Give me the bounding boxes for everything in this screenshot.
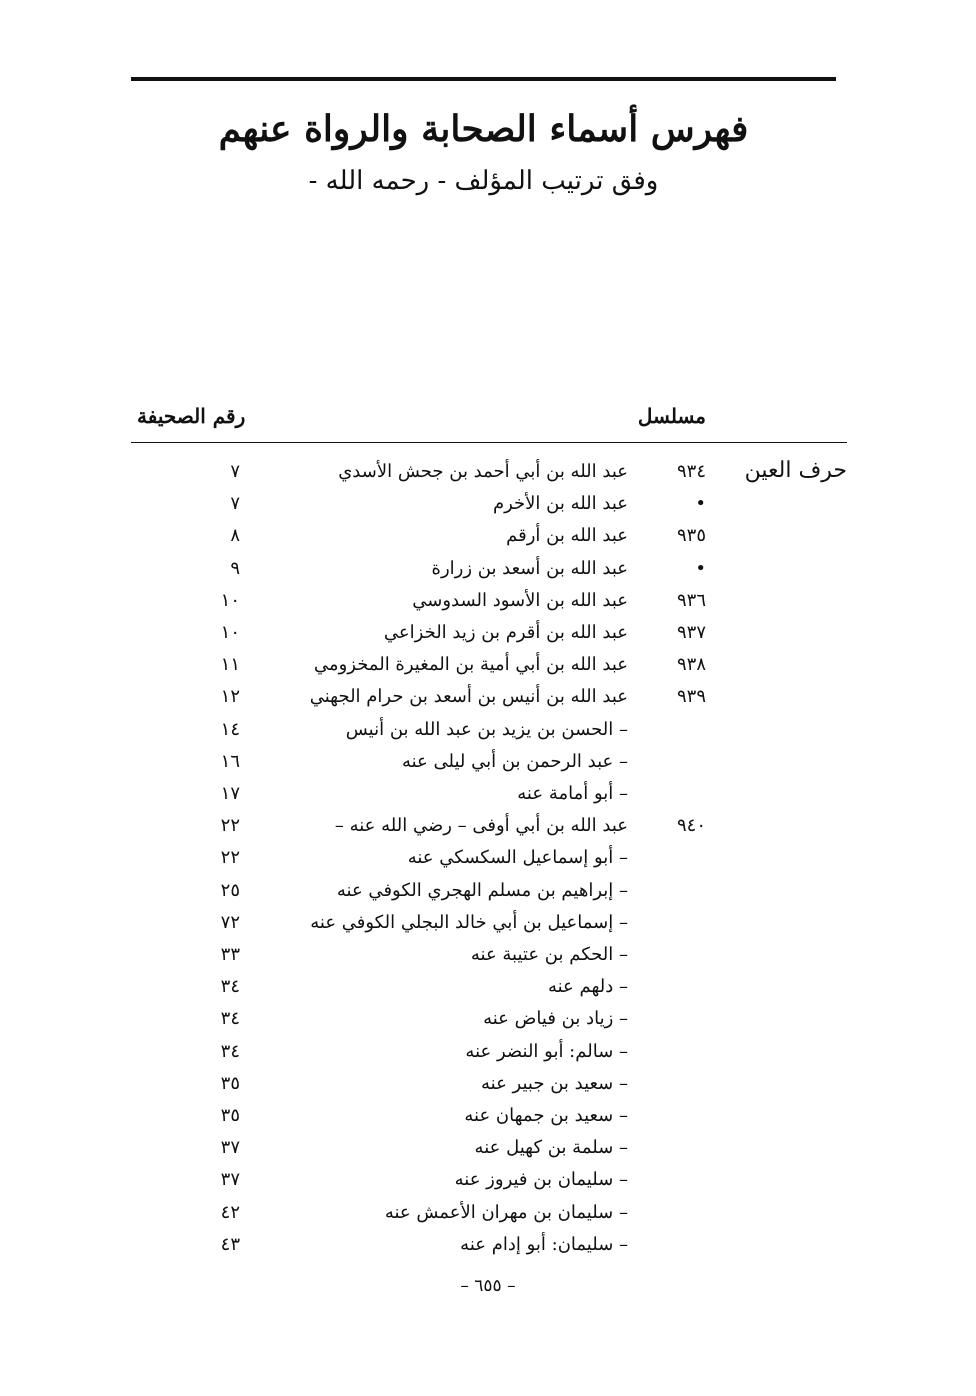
index-row bbox=[0, 651, 976, 683]
index-row bbox=[0, 877, 976, 909]
entry-name: – زياد بن فياض عنه bbox=[483, 1008, 628, 1030]
entry-name: – إبراهيم بن مسلم الهجري الكوفي عنه bbox=[336, 879, 628, 901]
index-row bbox=[0, 1166, 976, 1198]
entry-name: عبد الله بن أرقم bbox=[506, 525, 628, 547]
entry-name: عبد الله بن أبي أمية بن المغيرة المخزومي bbox=[313, 654, 628, 676]
top-rule bbox=[131, 77, 836, 81]
entry-name: – سليمان: أبو إدام عنه bbox=[460, 1233, 628, 1255]
entry-page: ٣٤ bbox=[220, 1008, 240, 1030]
page-column-header: رقم الصحيفة bbox=[137, 404, 246, 428]
index-row bbox=[0, 490, 976, 522]
entry-page: ١١ bbox=[220, 654, 240, 676]
entry-serial: ٩٤٠ bbox=[676, 815, 706, 837]
index-row bbox=[0, 780, 976, 812]
entry-serial: ٩٣٤ bbox=[676, 461, 706, 482]
entry-page: ٢٥ bbox=[220, 879, 240, 901]
entry-page: ٢٢ bbox=[220, 815, 240, 837]
section-letter: حرف العين bbox=[744, 458, 847, 483]
entry-name: عبد الله بن الأسود السدوسي bbox=[412, 589, 628, 611]
index-row bbox=[0, 1134, 976, 1166]
index-row bbox=[0, 1199, 976, 1231]
index-row bbox=[0, 973, 976, 1005]
entry-page: ١٢ bbox=[220, 686, 240, 708]
index-row bbox=[0, 522, 976, 554]
index-row bbox=[0, 683, 976, 715]
index-row bbox=[0, 1070, 976, 1102]
entry-serial: • bbox=[695, 557, 706, 579]
index-row bbox=[0, 555, 976, 587]
entry-page: ١٠ bbox=[220, 589, 240, 611]
page-subtitle: وفق ترتيب المؤلف - رحمه الله - bbox=[308, 166, 659, 196]
index-row bbox=[0, 716, 976, 748]
entry-name: عبد الله بن أسعد بن زرارة bbox=[431, 557, 628, 579]
entry-page: ١٧ bbox=[220, 783, 240, 804]
index-row bbox=[0, 812, 976, 844]
index-row bbox=[0, 587, 976, 619]
entry-name: – الحسن بن يزيد بن عبد الله بن أنيس bbox=[345, 718, 628, 740]
entry-serial: • bbox=[695, 493, 706, 515]
entry-name: – سلمة بن كهيل عنه bbox=[474, 1137, 628, 1159]
page-number: – ٦٥٥ – bbox=[460, 1276, 516, 1296]
entry-name: – عبد الرحمن بن أبي ليلى عنه bbox=[401, 750, 628, 772]
entry-name: عبد الله بن أبي أوفى – رضي الله عنه – bbox=[334, 815, 628, 837]
entry-page: ١٦ bbox=[220, 750, 240, 772]
entry-name: – دلهم عنه bbox=[547, 976, 628, 998]
entry-name: عبد الله بن أبي أحمد بن جحش الأسدي bbox=[338, 461, 628, 482]
entry-name: – أبو أمامة عنه bbox=[517, 783, 628, 804]
index-row bbox=[0, 458, 976, 490]
entry-name: – سعيد بن جمهان عنه bbox=[464, 1105, 628, 1126]
entry-serial: ٩٣٩ bbox=[676, 686, 706, 708]
entry-page: ٢٢ bbox=[220, 847, 240, 869]
entry-serial: ٩٣٨ bbox=[676, 654, 706, 676]
entry-name: عبد الله بن الأخرم bbox=[492, 493, 628, 515]
entry-page: ٣٣ bbox=[220, 944, 240, 965]
entry-serial: ٩٣٦ bbox=[676, 589, 706, 611]
index-row bbox=[0, 619, 976, 651]
entry-name: – إسماعيل بن أبي خالد البجلي الكوفي عنه bbox=[310, 911, 628, 933]
index-row bbox=[0, 1005, 976, 1037]
entry-name: – أبو إسماعيل السكسكي عنه bbox=[407, 847, 628, 869]
entry-name: عبد الله بن أقرم بن زيد الخزاعي bbox=[383, 622, 628, 643]
entry-page: ٣٤ bbox=[220, 976, 240, 998]
entry-name: – سليمان بن فيروز عنه bbox=[454, 1169, 628, 1191]
entry-page: ١٤ bbox=[220, 718, 240, 740]
entry-page: ٣٥ bbox=[220, 1105, 240, 1126]
entry-page: ٣٧ bbox=[220, 1137, 240, 1159]
entry-name: – سعيد بن جبير عنه bbox=[481, 1072, 628, 1094]
entry-serial: ٩٣٥ bbox=[676, 525, 706, 547]
entry-page: ٧ bbox=[230, 461, 240, 482]
entry-page: ٧٢ bbox=[220, 911, 240, 933]
entry-page: ٣٤ bbox=[220, 1040, 240, 1062]
index-row bbox=[0, 1231, 976, 1263]
entry-page: ٤٣ bbox=[220, 1233, 240, 1255]
entry-name: عبد الله بن أنيس بن أسعد بن حرام الجهني bbox=[309, 686, 628, 708]
index-row bbox=[0, 1102, 976, 1134]
entry-page: ٧ bbox=[230, 493, 240, 515]
entry-page: ٩ bbox=[230, 557, 240, 579]
index-row bbox=[0, 748, 976, 780]
entry-page: ٤٢ bbox=[220, 1201, 240, 1223]
index-row bbox=[0, 941, 976, 973]
entry-name: – سالم: أبو النضر عنه bbox=[465, 1040, 628, 1062]
entry-page: ١٠ bbox=[220, 622, 240, 643]
serial-column-header: مسلسل bbox=[637, 404, 706, 428]
entry-page: ٨ bbox=[230, 525, 240, 547]
entry-serial: ٩٣٧ bbox=[676, 622, 706, 643]
entry-page: ٣٧ bbox=[220, 1169, 240, 1191]
index-row bbox=[0, 909, 976, 941]
entry-page: ٣٥ bbox=[220, 1072, 240, 1094]
entry-name: – الحكم بن عتيبة عنه bbox=[470, 944, 628, 965]
entry-name: – سليمان بن مهران الأعمش عنه bbox=[384, 1201, 628, 1223]
index-row bbox=[0, 1038, 976, 1070]
page-title: فهرس أسماء الصحابة والرواة عنهم bbox=[218, 108, 749, 150]
index-row bbox=[0, 844, 976, 876]
header-divider bbox=[131, 442, 847, 443]
